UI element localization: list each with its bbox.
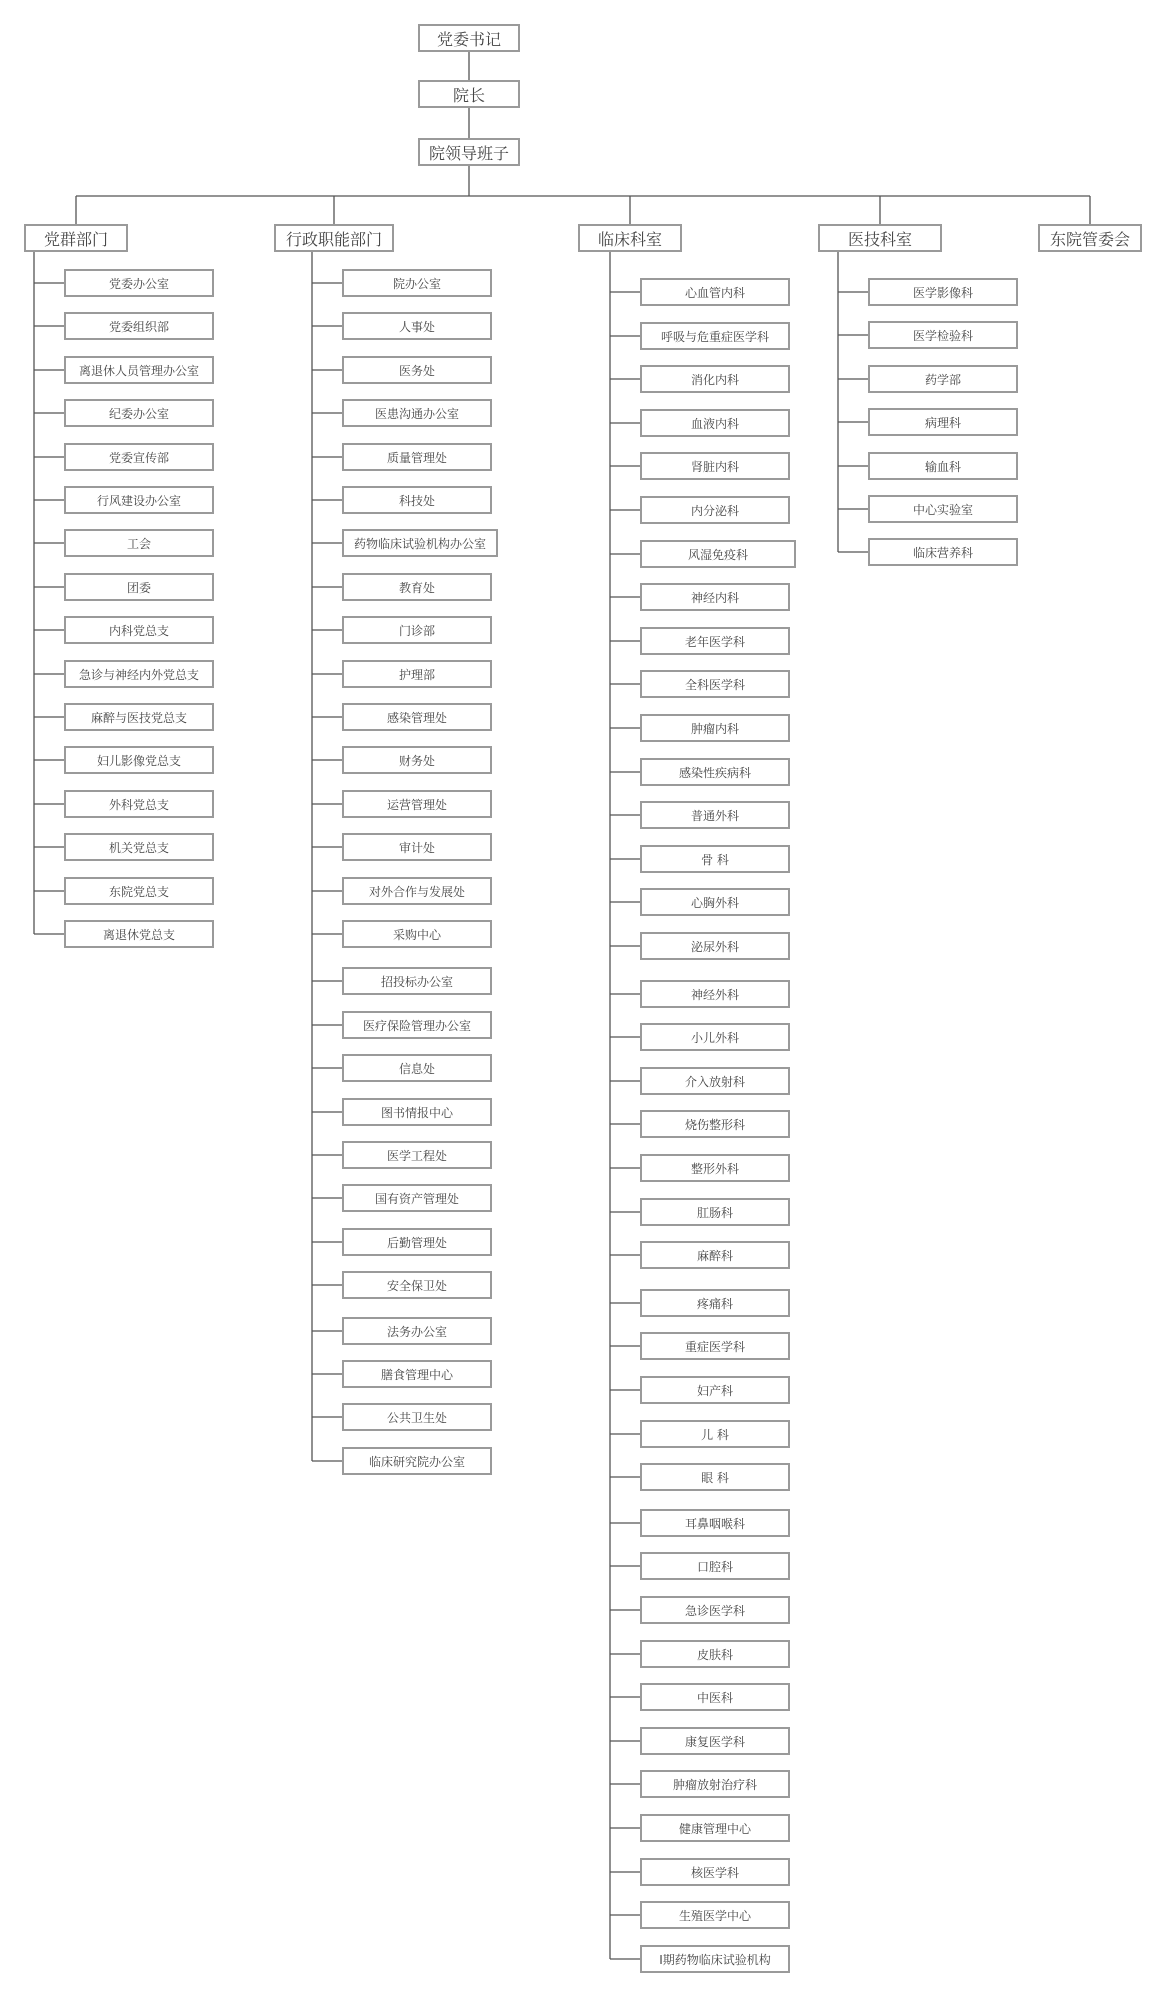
item-3-28 bbox=[640, 1463, 790, 1491]
item-2-1 bbox=[342, 269, 492, 297]
item-3-3-label: 消化内科 bbox=[690, 372, 739, 387]
item-3-26 bbox=[640, 1376, 790, 1404]
item-2-24-label: 安全保卫处 bbox=[386, 1278, 447, 1293]
item-4-5 bbox=[868, 452, 1018, 480]
item-2-23-label: 后勤管理处 bbox=[386, 1235, 447, 1250]
item-2-8 bbox=[342, 573, 492, 601]
item-3-33-label: 中医科 bbox=[696, 1690, 733, 1705]
item-2-17-label: 招投标办公室 bbox=[380, 974, 453, 989]
item-1-11 bbox=[64, 703, 214, 731]
item-1-12-label: 妇儿影像党总支 bbox=[96, 753, 181, 768]
item-3-39-label: I期药物临床试验机构 bbox=[659, 1952, 771, 1967]
item-2-19-label: 信息处 bbox=[398, 1061, 435, 1076]
category-3 bbox=[578, 224, 682, 252]
item-1-11-label: 麻醉与医技党总支 bbox=[90, 710, 187, 725]
category-1 bbox=[24, 224, 128, 252]
top-node-1 bbox=[418, 24, 520, 52]
item-3-8-label: 神经内科 bbox=[690, 590, 739, 605]
item-1-4 bbox=[64, 399, 214, 427]
item-3-21-label: 整形外科 bbox=[690, 1161, 739, 1176]
top-node-2-label: 院长 bbox=[452, 85, 485, 105]
item-2-20 bbox=[342, 1098, 492, 1126]
item-2-16 bbox=[342, 920, 492, 948]
top-node-1-label: 党委书记 bbox=[436, 29, 501, 49]
item-1-9 bbox=[64, 616, 214, 644]
item-1-3-label: 离退休人员管理办公室 bbox=[78, 363, 199, 378]
item-2-15-label: 对外合作与发展处 bbox=[368, 884, 465, 899]
item-1-7-label: 工会 bbox=[126, 536, 151, 551]
item-2-7-label: 药物临床试验机构办公室 bbox=[353, 536, 486, 551]
item-2-14-label: 审计处 bbox=[398, 840, 435, 855]
item-2-18 bbox=[342, 1011, 492, 1039]
category-2 bbox=[274, 224, 394, 252]
item-3-20-label: 烧伤整形科 bbox=[684, 1117, 745, 1132]
item-4-1 bbox=[868, 278, 1018, 306]
category-5 bbox=[1038, 224, 1142, 252]
item-4-6 bbox=[868, 495, 1018, 523]
item-2-11 bbox=[342, 703, 492, 731]
item-1-15 bbox=[64, 877, 214, 905]
top-node-2 bbox=[418, 80, 520, 108]
item-2-21-label: 医学工程处 bbox=[386, 1148, 447, 1163]
item-3-2 bbox=[640, 322, 790, 350]
item-3-13 bbox=[640, 801, 790, 829]
item-3-38-label: 生殖医学中心 bbox=[678, 1908, 751, 1923]
item-3-21 bbox=[640, 1154, 790, 1182]
item-3-25 bbox=[640, 1332, 790, 1360]
top-node-3-label: 院领导班子 bbox=[428, 143, 509, 163]
item-3-6 bbox=[640, 496, 790, 524]
item-2-23 bbox=[342, 1228, 492, 1256]
item-3-31-label: 急诊医学科 bbox=[684, 1603, 745, 1618]
item-3-26-label: 妇产科 bbox=[696, 1383, 733, 1398]
item-2-12-label: 财务处 bbox=[398, 753, 435, 768]
item-1-13 bbox=[64, 790, 214, 818]
item-3-19 bbox=[640, 1067, 790, 1095]
item-3-15-label: 心胸外科 bbox=[690, 895, 739, 910]
top-node-3 bbox=[418, 138, 520, 166]
item-1-10-label: 急诊与神经内外党总支 bbox=[78, 667, 199, 682]
item-3-22-label: 肛肠科 bbox=[696, 1205, 733, 1220]
item-2-28-label: 临床研究院办公室 bbox=[368, 1454, 465, 1469]
item-3-35-label: 肿瘤放射治疗科 bbox=[672, 1777, 757, 1792]
item-3-37-label: 核医学科 bbox=[690, 1865, 739, 1880]
item-1-7 bbox=[64, 529, 214, 557]
item-1-2 bbox=[64, 312, 214, 340]
item-3-4-label: 血液内科 bbox=[690, 416, 739, 431]
item-3-22 bbox=[640, 1198, 790, 1226]
item-3-10 bbox=[640, 670, 790, 698]
item-2-4 bbox=[342, 399, 492, 427]
item-3-20 bbox=[640, 1110, 790, 1138]
item-1-1-label: 党委办公室 bbox=[108, 276, 169, 291]
item-3-39 bbox=[640, 1945, 790, 1973]
item-1-16 bbox=[64, 920, 214, 948]
item-2-11-label: 感染管理处 bbox=[386, 710, 447, 725]
item-1-12 bbox=[64, 746, 214, 774]
item-3-11-label: 肿瘤内科 bbox=[690, 721, 739, 736]
item-4-7 bbox=[868, 538, 1018, 566]
item-2-22 bbox=[342, 1184, 492, 1212]
item-4-3-label: 药学部 bbox=[924, 372, 961, 387]
item-3-13-label: 普通外科 bbox=[690, 808, 739, 823]
item-2-2-label: 人事处 bbox=[398, 319, 435, 334]
category-1-label: 党群部门 bbox=[43, 229, 108, 249]
item-3-3 bbox=[640, 365, 790, 393]
item-2-7 bbox=[342, 529, 498, 557]
category-2-label: 行政职能部门 bbox=[285, 229, 382, 249]
item-3-33 bbox=[640, 1683, 790, 1711]
item-2-22-label: 国有资产管理处 bbox=[374, 1191, 459, 1206]
item-3-24 bbox=[640, 1289, 790, 1317]
item-3-14 bbox=[640, 845, 790, 873]
item-3-7-label: 风湿免疫科 bbox=[687, 547, 748, 562]
item-3-2-label: 呼吸与危重症医学科 bbox=[660, 329, 769, 344]
item-2-19 bbox=[342, 1054, 492, 1082]
item-3-1-label: 心血管内科 bbox=[684, 285, 745, 300]
item-1-14-label: 机关党总支 bbox=[108, 840, 169, 855]
item-1-13-label: 外科党总支 bbox=[108, 797, 169, 812]
item-3-5 bbox=[640, 452, 790, 480]
item-2-5 bbox=[342, 443, 492, 471]
item-4-4-label: 病理科 bbox=[924, 415, 961, 430]
item-3-6-label: 内分泌科 bbox=[690, 503, 739, 518]
item-4-1-label: 医学影像科 bbox=[912, 285, 973, 300]
item-3-32-label: 皮肤科 bbox=[696, 1647, 733, 1662]
item-3-36-label: 健康管理中心 bbox=[678, 1821, 751, 1836]
item-2-10-label: 护理部 bbox=[398, 667, 435, 682]
item-1-5 bbox=[64, 443, 214, 471]
item-2-12 bbox=[342, 746, 492, 774]
item-3-36 bbox=[640, 1814, 790, 1842]
item-3-16 bbox=[640, 932, 790, 960]
item-4-4 bbox=[868, 408, 1018, 436]
item-2-26-label: 膳食管理中心 bbox=[380, 1367, 453, 1382]
item-3-17-label: 神经外科 bbox=[690, 987, 739, 1002]
item-2-20-label: 图书情报中心 bbox=[380, 1105, 453, 1120]
item-1-14 bbox=[64, 833, 214, 861]
item-2-9 bbox=[342, 616, 492, 644]
item-3-5-label: 肾脏内科 bbox=[690, 459, 739, 474]
item-2-27 bbox=[342, 1403, 492, 1431]
item-3-9-label: 老年医学科 bbox=[684, 634, 745, 649]
item-3-30-label: 口腔科 bbox=[696, 1559, 733, 1574]
item-3-10-label: 全科医学科 bbox=[684, 677, 745, 692]
item-3-34 bbox=[640, 1727, 790, 1755]
item-4-2-label: 医学检验科 bbox=[912, 328, 973, 343]
item-2-21 bbox=[342, 1141, 492, 1169]
item-3-14-label: 骨 科 bbox=[701, 852, 729, 867]
item-3-24-label: 疼痛科 bbox=[696, 1296, 733, 1311]
item-1-10 bbox=[64, 660, 214, 688]
item-2-25-label: 法务办公室 bbox=[386, 1324, 447, 1339]
item-3-25-label: 重症医学科 bbox=[684, 1339, 745, 1354]
item-2-10 bbox=[342, 660, 492, 688]
item-3-27-label: 儿 科 bbox=[701, 1427, 729, 1442]
item-3-17 bbox=[640, 980, 790, 1008]
item-3-37 bbox=[640, 1858, 790, 1886]
item-1-8 bbox=[64, 573, 214, 601]
item-1-15-label: 东院党总支 bbox=[108, 884, 169, 899]
item-4-6-label: 中心实验室 bbox=[912, 502, 973, 517]
item-1-6 bbox=[64, 486, 214, 514]
item-3-31 bbox=[640, 1596, 790, 1624]
item-2-26 bbox=[342, 1360, 492, 1388]
item-2-3 bbox=[342, 356, 492, 384]
item-3-18 bbox=[640, 1023, 790, 1051]
item-3-12 bbox=[640, 758, 790, 786]
item-1-4-label: 纪委办公室 bbox=[108, 406, 169, 421]
item-2-6-label: 科技处 bbox=[398, 493, 435, 508]
item-3-4 bbox=[640, 409, 790, 437]
item-4-5-label: 输血科 bbox=[924, 459, 961, 474]
item-2-18-label: 医疗保险管理办公室 bbox=[362, 1018, 471, 1033]
item-1-16-label: 离退休党总支 bbox=[102, 927, 175, 942]
item-2-1-label: 院办公室 bbox=[392, 276, 441, 291]
item-2-25 bbox=[342, 1317, 492, 1345]
item-2-24 bbox=[342, 1271, 492, 1299]
item-4-2 bbox=[868, 321, 1018, 349]
item-2-14 bbox=[342, 833, 492, 861]
item-3-35 bbox=[640, 1770, 790, 1798]
item-2-9-label: 门诊部 bbox=[398, 623, 435, 638]
category-4-label: 医技科室 bbox=[847, 229, 912, 249]
item-2-13-label: 运营管理处 bbox=[386, 797, 447, 812]
item-3-38 bbox=[640, 1901, 790, 1929]
item-3-28-label: 眼 科 bbox=[701, 1470, 729, 1485]
item-1-8-label: 团委 bbox=[126, 580, 151, 595]
item-1-2-label: 党委组织部 bbox=[108, 319, 169, 334]
item-3-30 bbox=[640, 1552, 790, 1580]
item-2-3-label: 医务处 bbox=[398, 363, 435, 378]
item-2-28 bbox=[342, 1447, 492, 1475]
item-3-34-label: 康复医学科 bbox=[684, 1734, 745, 1749]
item-2-27-label: 公共卫生处 bbox=[386, 1410, 447, 1425]
item-3-29-label: 耳鼻咽喉科 bbox=[684, 1516, 745, 1531]
item-2-5-label: 质量管理处 bbox=[386, 450, 447, 465]
item-2-13 bbox=[342, 790, 492, 818]
item-3-32 bbox=[640, 1640, 790, 1668]
item-2-2 bbox=[342, 312, 492, 340]
item-2-6 bbox=[342, 486, 492, 514]
item-3-15 bbox=[640, 888, 790, 916]
item-3-19-label: 介入放射科 bbox=[684, 1074, 745, 1089]
item-4-7-label: 临床营养科 bbox=[912, 545, 973, 560]
item-3-1 bbox=[640, 278, 790, 306]
item-3-16-label: 泌尿外科 bbox=[690, 939, 739, 954]
item-3-11 bbox=[640, 714, 790, 742]
item-2-4-label: 医患沟通办公室 bbox=[374, 406, 459, 421]
item-1-3 bbox=[64, 356, 214, 384]
item-2-16-label: 采购中心 bbox=[392, 927, 441, 942]
item-1-6-label: 行风建设办公室 bbox=[96, 493, 181, 508]
item-3-7 bbox=[640, 540, 796, 568]
item-3-9 bbox=[640, 627, 790, 655]
item-1-1 bbox=[64, 269, 214, 297]
item-2-8-label: 教育处 bbox=[398, 580, 435, 595]
item-3-29 bbox=[640, 1509, 790, 1537]
item-3-23 bbox=[640, 1241, 790, 1269]
item-3-18-label: 小儿外科 bbox=[690, 1030, 739, 1045]
item-2-15 bbox=[342, 877, 492, 905]
item-4-3 bbox=[868, 365, 1018, 393]
category-4 bbox=[818, 224, 942, 252]
item-3-27 bbox=[640, 1420, 790, 1448]
item-2-17 bbox=[342, 967, 492, 995]
item-1-9-label: 内科党总支 bbox=[108, 623, 169, 638]
item-3-23-label: 麻醉科 bbox=[696, 1248, 733, 1263]
item-3-12-label: 感染性疾病科 bbox=[678, 765, 751, 780]
item-3-8 bbox=[640, 583, 790, 611]
item-1-5-label: 党委宣传部 bbox=[108, 450, 169, 465]
category-5-label: 东院管委会 bbox=[1049, 229, 1130, 249]
category-3-label: 临床科室 bbox=[597, 229, 662, 249]
